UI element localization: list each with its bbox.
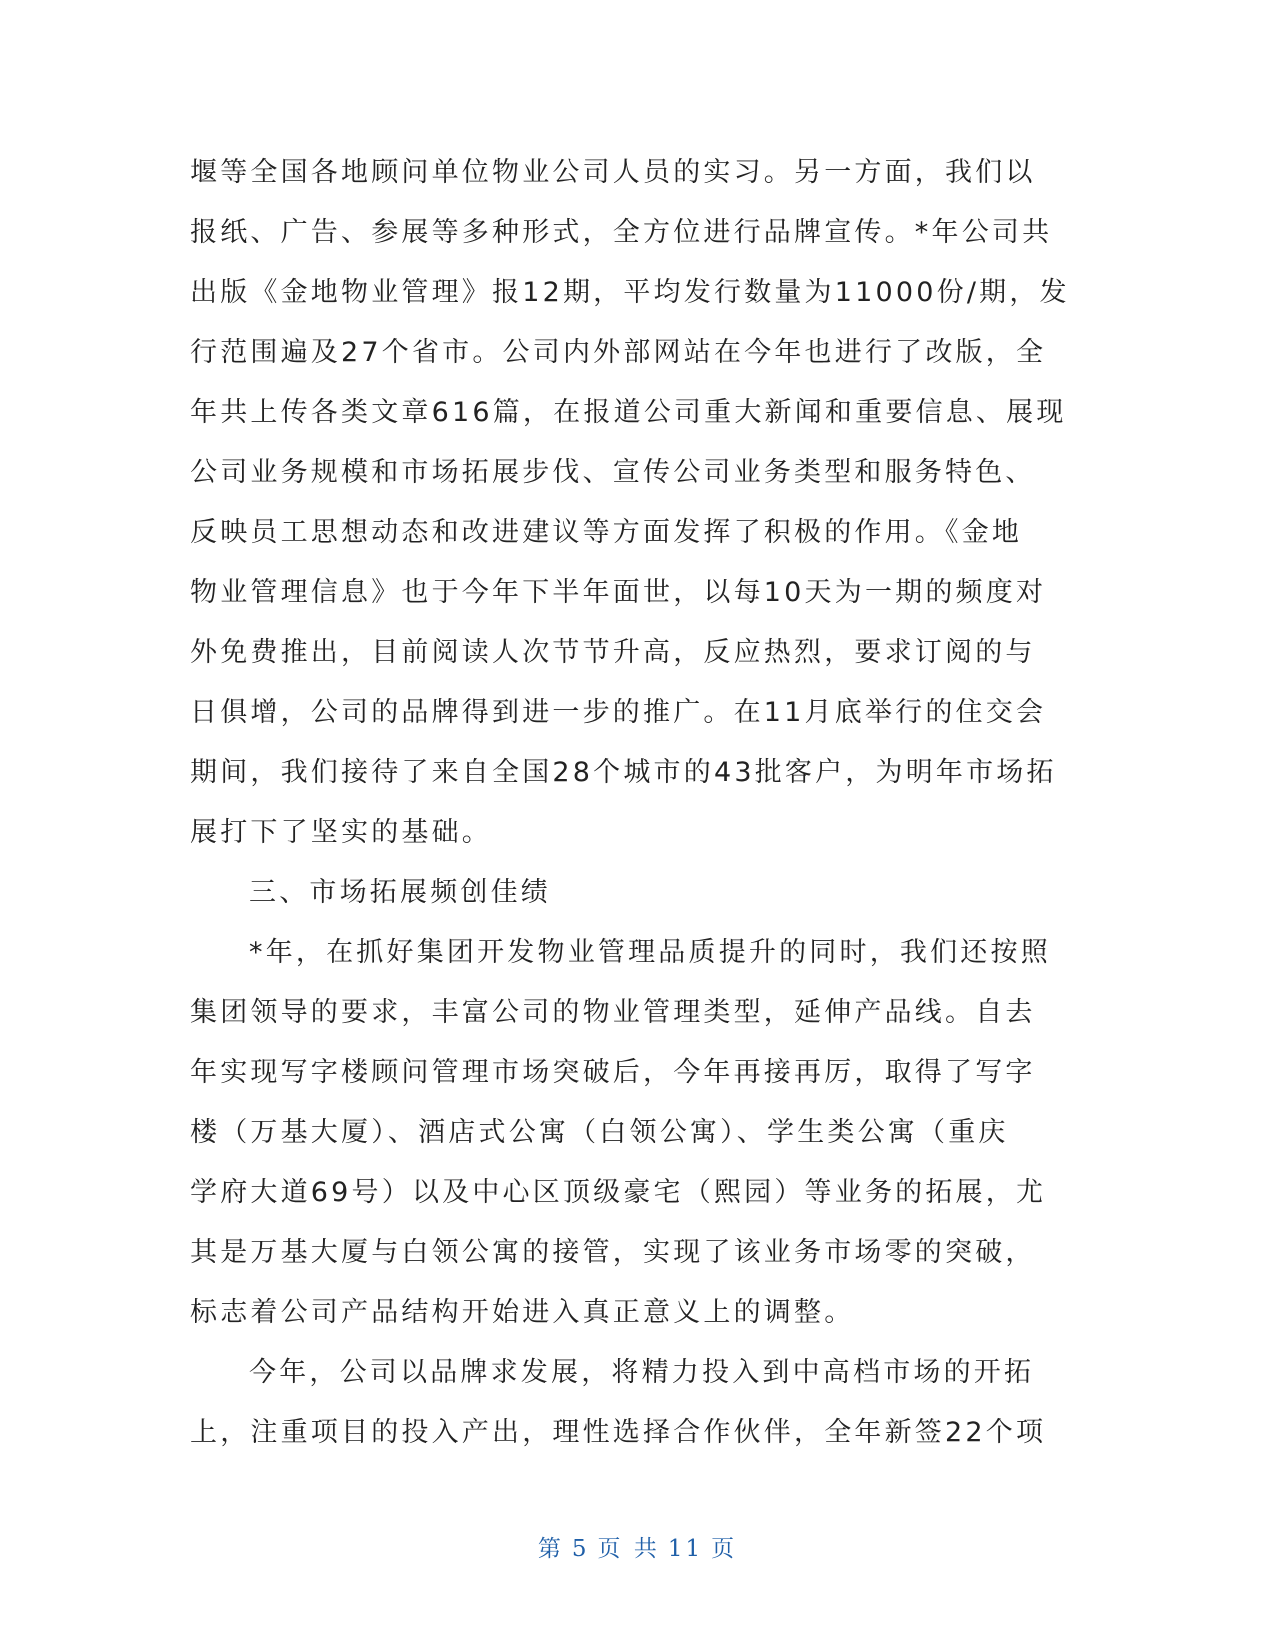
text-line-12: 展打下了坚实的基础。 (190, 817, 492, 848)
text-line-20: 标志着公司产品结构开始进入真正意义上的调整。 (190, 1297, 855, 1328)
text-line-21: 今年，公司以品牌求发展，将精力投入到中高档市场的开拓 (249, 1357, 1035, 1388)
document-body (190, 143, 1080, 1463)
text-line-14: *年，在抓好集团开发物业管理品质提升的同时，我们还按照 (249, 937, 1051, 968)
text-line-15: 集团领导的要求，丰富公司的物业管理类型，延伸产品线。自去 (190, 997, 1036, 1028)
text-line-9: 外免费推出，目前阅读人次节节升高，反应热烈，要求订阅的与 (190, 637, 1036, 668)
page-footer (0, 1530, 1275, 1563)
text-line-22: 上，注重项目的投入产出，理性选择合作伙伴，全年新签22个项 (190, 1417, 1047, 1448)
text-line-11: 期间，我们接待了来自全国28个城市的43批客户，为明年市场拓 (190, 757, 1057, 788)
footer-page-number: 5 (571, 1536, 590, 1562)
footer-prefix: 第 (537, 1536, 564, 1562)
text-line-17: 楼（万基大厦）、酒店式公寓（白领公寓）、学生类公寓（重庆 (190, 1117, 1009, 1148)
text-line-5: 年共上传各类文章616篇，在报道公司重大新闻和重要信息、展现 (190, 397, 1067, 428)
text-line-19: 其是万基大厦与白领公寓的接管，实现了该业务市场零的突破， (190, 1237, 1036, 1268)
text-line-18: 学府大道69号）以及中心区顶级豪宅（熙园）等业务的拓展，尤 (190, 1177, 1047, 1208)
footer-total-pages: 11 (667, 1536, 704, 1562)
text-line-1: 堰等全国各地顾问单位物业公司人员的实习。另一方面，我们以 (190, 157, 1036, 188)
footer-middle: 页 共 (597, 1536, 660, 1562)
text-line-16: 年实现写字楼顾问管理市场突破后，今年再接再厉，取得了写字 (190, 1057, 1036, 1088)
text-line-4: 行范围遍及27个省市。公司内外部网站在今年也进行了改版，全 (190, 337, 1047, 368)
text-line-10: 日俱增，公司的品牌得到进一步的推广。在11月底举行的住交会 (190, 697, 1047, 728)
footer-suffix: 页 (711, 1536, 738, 1562)
text-line-2: 报纸、广告、参展等多种形式，全方位进行品牌宣传。*年公司共 (190, 217, 1053, 248)
text-line-3: 出版《金地物业管理》报12期，平均发行数量为11000份/期，发 (190, 277, 1070, 308)
text-line-8: 物业管理信息》也于今年下半年面世，以每10天为一期的频度对 (190, 577, 1047, 608)
text-line-6: 公司业务规模和市场拓展步伐、宣传公司业务类型和服务特色、 (190, 457, 1036, 488)
text-line-7: 反映员工思想动态和改进建议等方面发挥了积极的作用。《金地 (190, 517, 1023, 548)
section-heading: 三、市场拓展频创佳绩 (249, 877, 551, 908)
